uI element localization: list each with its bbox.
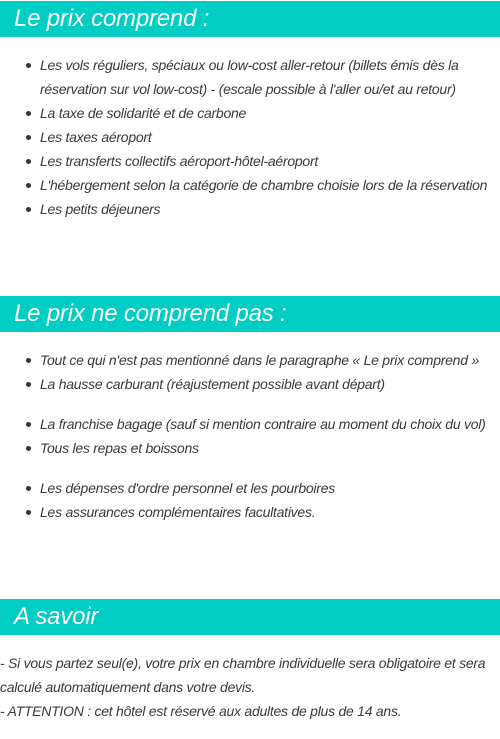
info-note-solo: - Si vous partez seul(e), votre prix en chambre individuelle sera obligatoire et sera calculé automatiquement dans votre devis. xyxy=(0,655,486,695)
list-item: La franchise bagage (sauf si mention contraire au moment du choix du vol) xyxy=(40,412,500,436)
excludes-list xyxy=(0,348,500,524)
section-title-includes: Le prix comprend : xyxy=(0,1,500,37)
section-title-info: A savoir xyxy=(0,599,500,635)
list-item: Les petits déjeuners xyxy=(40,197,500,221)
section-title-excludes: Le prix ne comprend pas : xyxy=(0,296,500,332)
list-item: Les dépenses d'ordre personnel et les pourboires xyxy=(40,476,500,500)
list-item: Les vols réguliers, spéciaux ou low-cost aller-retour (billets émis dès la réservation sur vol low-cost) - (escale possible à l'aller ou/et au retour) xyxy=(40,53,500,101)
list-item: L'hébergement selon la catégorie de chambre choisie lors de la réservation xyxy=(40,173,500,197)
list-item: Les transferts collectifs aéroport-hôtel-aéroport xyxy=(40,149,500,173)
list-item: La hausse carburant (réajustement possible avant départ) xyxy=(40,372,500,396)
list-item: Tout ce qui n'est pas mentionné dans le paragraphe « Le prix comprend » xyxy=(40,348,500,372)
list-item: Tous les repas et boissons xyxy=(40,436,500,460)
info-note-age: - ATTENTION : cet hôtel est réservé aux adultes de plus de 14 ans. xyxy=(0,703,402,719)
list-item: Les taxes aéroport xyxy=(40,125,500,149)
includes-list xyxy=(0,53,500,221)
list-item: La taxe de solidarité et de carbone xyxy=(40,101,500,125)
list-item: Les assurances complémentaires facultatives. xyxy=(40,500,500,524)
